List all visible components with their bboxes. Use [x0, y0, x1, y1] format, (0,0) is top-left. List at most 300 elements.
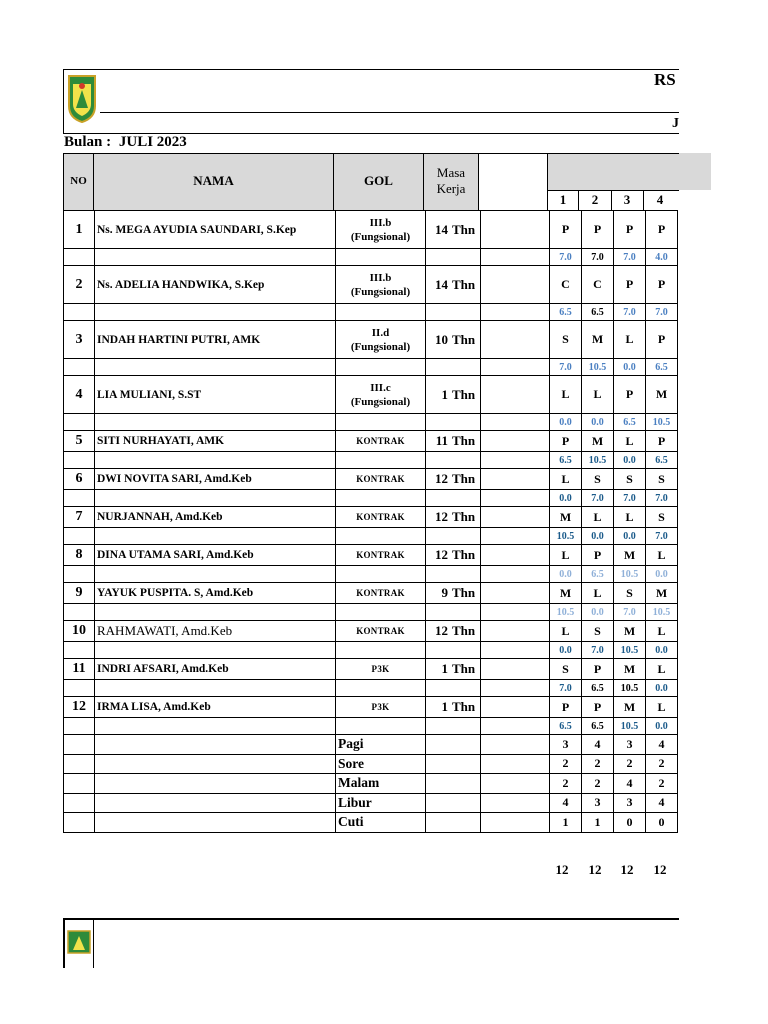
blank-cell [426, 793, 481, 813]
shift-hours: 7.0 [614, 249, 646, 266]
shift-hours: 6.5 [582, 304, 614, 321]
total-day-1: 12 [555, 862, 569, 877]
shift-code: L [550, 469, 582, 490]
shift-code: M [582, 431, 614, 452]
shift-code: P [614, 266, 646, 304]
gol-line2: (Fungsional) [350, 395, 411, 408]
shift-hours: 0.0 [550, 414, 582, 431]
shift-code: P [550, 211, 582, 249]
blank-cell [64, 774, 95, 794]
blank-cell [481, 507, 550, 528]
col-header-nama: NAMA [193, 173, 234, 188]
staff-name: INDRI AFSARI, Amd.Keb [95, 659, 336, 680]
shift-hours: 0.0 [582, 604, 614, 621]
shift-code: L [582, 507, 614, 528]
gol-line1: KONTRAK [356, 474, 405, 484]
staff-name: Ns. ADELIA HANDWIKA, S.Kep [95, 266, 336, 304]
masa-kerja-unit: Thn [452, 623, 476, 638]
shift-code: P [646, 431, 678, 452]
blank-cell [481, 680, 550, 697]
col-header-gol: GOL [364, 173, 393, 188]
masa-kerja-years: 12 [435, 471, 448, 486]
blank-cell [95, 793, 336, 813]
month-label [64, 134, 187, 151]
blank-cell [95, 490, 336, 507]
blank-cell [481, 718, 550, 735]
shift-hours: 7.0 [646, 304, 678, 321]
staff-gol [336, 545, 426, 566]
shift-hours: 7.0 [614, 304, 646, 321]
shift-hours: 6.5 [582, 718, 614, 735]
title-fragment: J [672, 116, 679, 131]
blank-cell [64, 490, 95, 507]
blank-cell [481, 583, 550, 604]
staff-hours-row [64, 359, 678, 376]
blank-cell [95, 642, 336, 659]
blank-cell [336, 566, 426, 583]
staff-gol [336, 469, 426, 490]
blank-cell [336, 718, 426, 735]
shift-hours: 0.0 [646, 566, 678, 583]
shift-hours: 10.5 [646, 414, 678, 431]
masa-kerja-unit: Thn [452, 509, 476, 524]
masa-kerja-unit: Thn [452, 276, 476, 292]
shift-code: L [646, 621, 678, 642]
blank-cell [481, 735, 550, 755]
staff-name: NURJANNAH, Amd.Keb [95, 507, 336, 528]
blank-cell [95, 754, 336, 774]
shift-hours: 4.0 [646, 249, 678, 266]
staff-gol [336, 321, 426, 359]
summary-row [64, 735, 678, 755]
staff-row [64, 659, 678, 680]
shift-code: S [646, 507, 678, 528]
shift-code: P [550, 431, 582, 452]
staff-hours-row [64, 528, 678, 545]
shift-code: L [646, 659, 678, 680]
blank-cell [95, 604, 336, 621]
staff-hours-row [64, 604, 678, 621]
shift-code: P [582, 545, 614, 566]
shift-code: C [582, 266, 614, 304]
staff-no: 6 [64, 469, 95, 490]
col-header-no: NO [70, 175, 87, 187]
blank-cell [481, 545, 550, 566]
shift-code: M [614, 545, 646, 566]
shift-code: M [646, 376, 678, 414]
hospital-logo [67, 72, 97, 124]
shift-hours: 0.0 [550, 490, 582, 507]
summary-row [64, 813, 678, 833]
month-value: JULI 2023 [118, 134, 187, 150]
masa-kerja-unit: Thn [452, 547, 476, 562]
shift-hours: 10.5 [550, 528, 582, 545]
staff-no: 11 [64, 659, 95, 680]
staff-no: 9 [64, 583, 95, 604]
blank-cell [336, 490, 426, 507]
summary-count: 2 [582, 754, 614, 774]
shift-code: L [614, 431, 646, 452]
staff-hours-row [64, 249, 678, 266]
summary-count: 3 [582, 793, 614, 813]
blank-cell [481, 659, 550, 680]
shift-hours: 10.5 [582, 359, 614, 376]
blank-cell [95, 735, 336, 755]
shift-hours: 7.0 [550, 359, 582, 376]
blank-cell [426, 414, 481, 431]
blank-cell [95, 414, 336, 431]
blank-cell [481, 813, 550, 833]
shift-hours: 7.0 [582, 249, 614, 266]
blank-cell [64, 680, 95, 697]
blank-cell [64, 718, 95, 735]
blank-cell [426, 642, 481, 659]
gol-line1: III.c [370, 381, 391, 394]
blank-cell [481, 266, 550, 304]
summary-label: Pagi [336, 735, 426, 755]
blank-cell [481, 697, 550, 718]
summary-count: 4 [646, 735, 678, 755]
staff-row [64, 266, 678, 304]
blank-cell [95, 249, 336, 266]
blank-cell [336, 414, 426, 431]
blank-cell [481, 431, 550, 452]
shift-code: M [614, 697, 646, 718]
summary-count: 3 [614, 793, 646, 813]
blank-cell [95, 452, 336, 469]
blank-cell [426, 249, 481, 266]
blank-cell [426, 735, 481, 755]
summary-count: 2 [582, 774, 614, 794]
staff-masa-kerja [426, 697, 481, 718]
summary-label: Sore [336, 754, 426, 774]
staff-name: Ns. MEGA AYUDIA SAUNDARI, S.Kep [95, 211, 336, 249]
summary-row [64, 774, 678, 794]
shift-hours: 6.5 [550, 304, 582, 321]
masa-kerja-years: 1 [441, 386, 448, 402]
summary-row [64, 754, 678, 774]
blank-cell [481, 621, 550, 642]
shift-hours: 6.5 [550, 718, 582, 735]
shift-code: P [614, 211, 646, 249]
shift-hours: 0.0 [582, 528, 614, 545]
masa-kerja-years: 11 [435, 433, 448, 448]
shift-hours: 6.5 [582, 680, 614, 697]
blank-cell [481, 754, 550, 774]
blank-cell [64, 414, 95, 431]
masa-kerja-unit: Thn [452, 699, 476, 714]
col-header-masa-kerja [424, 165, 478, 197]
staff-hours-row [64, 718, 678, 735]
masa-kerja-unit: Thn [452, 471, 476, 486]
blank-cell [64, 566, 95, 583]
blank-cell [95, 718, 336, 735]
summary-label: Malam [336, 774, 426, 794]
shift-code: S [614, 469, 646, 490]
blank-cell [481, 469, 550, 490]
blank-cell [95, 304, 336, 321]
masa-kerja-years: 12 [435, 623, 448, 638]
shift-hours: 7.0 [550, 249, 582, 266]
shift-hours: 7.0 [614, 604, 646, 621]
gol-line2: (Fungsional) [350, 230, 411, 243]
hospital-logo-footer [67, 930, 91, 954]
staff-masa-kerja [426, 376, 481, 414]
staff-gol [336, 376, 426, 414]
shift-code: M [550, 507, 582, 528]
shift-hours: 10.5 [582, 452, 614, 469]
blank-cell [426, 566, 481, 583]
staff-no: 5 [64, 431, 95, 452]
staff-no: 12 [64, 697, 95, 718]
blank-cell [481, 793, 550, 813]
shift-hours: 0.0 [646, 718, 678, 735]
summary-count: 4 [582, 735, 614, 755]
summary-label: Libur [336, 793, 426, 813]
summary-count: 4 [646, 793, 678, 813]
shift-code: M [614, 621, 646, 642]
shift-hours: 10.5 [614, 680, 646, 697]
staff-gol [336, 266, 426, 304]
staff-name: RAHMAWATI, Amd.Keb [95, 621, 336, 642]
staff-row [64, 431, 678, 452]
blank-cell [426, 680, 481, 697]
blank-cell [336, 249, 426, 266]
staff-row [64, 583, 678, 604]
staff-no: 4 [64, 376, 95, 414]
staff-name: INDAH HARTINI PUTRI, AMK [95, 321, 336, 359]
masa-kerja-years: 9 [441, 585, 448, 600]
shift-hours: 0.0 [582, 414, 614, 431]
staff-hours-row [64, 642, 678, 659]
blank-cell [426, 304, 481, 321]
masa-kerja-unit: Thn [452, 386, 476, 402]
staff-hours-row [64, 566, 678, 583]
shift-hours: 6.5 [646, 452, 678, 469]
blank-cell [64, 813, 95, 833]
blank-cell [426, 813, 481, 833]
shift-code: P [646, 211, 678, 249]
shift-code: M [614, 659, 646, 680]
blank-cell [426, 774, 481, 794]
masa-kerja-unit: Thn [452, 331, 476, 347]
summary-count: 1 [550, 813, 582, 833]
blank-cell [336, 304, 426, 321]
total-day-2: 12 [588, 862, 602, 877]
gol-line1: II.d [371, 326, 390, 339]
shift-code: L [646, 697, 678, 718]
gol-line1: KONTRAK [356, 436, 405, 446]
shift-code: L [614, 321, 646, 359]
blank-cell [481, 211, 550, 249]
blank-cell [64, 528, 95, 545]
shift-hours: 0.0 [614, 359, 646, 376]
day-header-band [547, 153, 711, 190]
staff-hours-row [64, 452, 678, 469]
shift-code: P [646, 321, 678, 359]
staff-masa-kerja [426, 583, 481, 604]
shift-hours: 10.5 [614, 642, 646, 659]
gol-line1: III.b [369, 216, 392, 229]
shift-hours: 6.5 [646, 359, 678, 376]
blank-cell [426, 490, 481, 507]
summary-count: 4 [614, 774, 646, 794]
shift-code: S [646, 469, 678, 490]
staff-hours-row [64, 414, 678, 431]
blank-cell [95, 566, 336, 583]
staff-name: SITI NURHAYATI, AMK [95, 431, 336, 452]
blank-cell [64, 452, 95, 469]
staff-hours-row [64, 680, 678, 697]
blank-cell [95, 774, 336, 794]
shift-code: S [614, 583, 646, 604]
staff-masa-kerja [426, 507, 481, 528]
gol-line2: (Fungsional) [350, 340, 411, 353]
total-day-3: 12 [620, 862, 634, 877]
blank-cell [336, 642, 426, 659]
staff-row [64, 376, 678, 414]
blank-cell [481, 359, 550, 376]
masa-kerja-years: 12 [435, 547, 448, 562]
shift-hours: 0.0 [614, 528, 646, 545]
shift-code: L [550, 545, 582, 566]
staff-hours-row [64, 490, 678, 507]
blank-cell [95, 813, 336, 833]
summary-count: 2 [550, 774, 582, 794]
shift-code: M [582, 321, 614, 359]
gol-line1: KONTRAK [356, 626, 405, 636]
blank-cell [64, 793, 95, 813]
blank-cell [64, 604, 95, 621]
staff-gol [336, 583, 426, 604]
staff-masa-kerja [426, 266, 481, 304]
masa-kerja-years: 14 [435, 276, 448, 292]
staff-masa-kerja [426, 321, 481, 359]
day-header-2: 2 [591, 192, 599, 207]
blank-cell [64, 754, 95, 774]
gol-line1: KONTRAK [356, 550, 405, 560]
blank-cell [481, 490, 550, 507]
staff-row [64, 697, 678, 718]
summary-count: 3 [550, 735, 582, 755]
masa-kerja-unit: Thn [452, 433, 476, 448]
staff-gol [336, 697, 426, 718]
staff-row [64, 321, 678, 359]
masa-kerja-years: 1 [441, 699, 448, 714]
blank-cell [481, 774, 550, 794]
staff-name: IRMA LISA, Amd.Keb [95, 697, 336, 718]
blank-cell [64, 359, 95, 376]
shift-code: P [550, 697, 582, 718]
shift-hours: 6.5 [614, 414, 646, 431]
masa-kerja-years: 12 [435, 509, 448, 524]
blank-cell [481, 528, 550, 545]
staff-masa-kerja [426, 659, 481, 680]
shift-hours: 0.0 [550, 642, 582, 659]
blank-cell [481, 414, 550, 431]
summary-count: 2 [646, 754, 678, 774]
staff-masa-kerja [426, 431, 481, 452]
shift-code: P [614, 376, 646, 414]
gol-line2: (Fungsional) [350, 285, 411, 298]
blank-cell [481, 642, 550, 659]
shift-hours: 10.5 [614, 566, 646, 583]
staff-row [64, 211, 678, 249]
staff-no: 3 [64, 321, 95, 359]
shift-hours: 0.0 [550, 566, 582, 583]
summary-row [64, 793, 678, 813]
summary-count: 0 [646, 813, 678, 833]
shift-code: M [550, 583, 582, 604]
masa-kerja-years: 1 [441, 661, 448, 676]
blank-cell [336, 528, 426, 545]
shift-code: L [582, 376, 614, 414]
gol-line1: III.b [369, 271, 392, 284]
shift-code: L [550, 376, 582, 414]
blank-cell [481, 566, 550, 583]
shift-code: P [646, 266, 678, 304]
blank-cell [426, 359, 481, 376]
blank-cell [481, 321, 550, 359]
blank-cell [481, 452, 550, 469]
summary-count: 2 [550, 754, 582, 774]
shift-hours: 7.0 [614, 490, 646, 507]
shift-hours: 7.0 [582, 490, 614, 507]
staff-masa-kerja [426, 621, 481, 642]
masa-kerja-years: 14 [435, 221, 448, 237]
shift-hours: 6.5 [550, 452, 582, 469]
masa-kerja-line1: Masa [436, 165, 466, 180]
staff-name: DINA UTAMA SARI, Amd.Keb [95, 545, 336, 566]
blank-cell [336, 604, 426, 621]
blank-cell [336, 359, 426, 376]
day-header-3: 3 [623, 192, 631, 207]
summary-count: 4 [550, 793, 582, 813]
summary-count: 2 [614, 754, 646, 774]
blank-cell [64, 642, 95, 659]
gol-line1: KONTRAK [356, 512, 405, 522]
shift-hours: 0.0 [646, 642, 678, 659]
shift-hours: 7.0 [646, 528, 678, 545]
summary-label: Cuti [336, 813, 426, 833]
staff-row [64, 545, 678, 566]
masa-kerja-unit: Thn [452, 221, 476, 237]
blank-cell [336, 680, 426, 697]
day-header-1: 1 [559, 192, 567, 207]
staff-row [64, 507, 678, 528]
summary-count: 1 [582, 813, 614, 833]
shift-hours: 7.0 [646, 490, 678, 507]
summary-count: 2 [646, 774, 678, 794]
shift-code: M [646, 583, 678, 604]
day-header-4: 4 [656, 192, 664, 207]
shift-hours: 0.0 [614, 452, 646, 469]
blank-cell [64, 304, 95, 321]
blank-cell [426, 452, 481, 469]
staff-row [64, 621, 678, 642]
blank-cell [426, 754, 481, 774]
shift-code: P [582, 211, 614, 249]
shift-hours: 10.5 [646, 604, 678, 621]
staff-gol [336, 507, 426, 528]
shift-hours: 6.5 [582, 566, 614, 583]
blank-cell [64, 735, 95, 755]
staff-name: DWI NOVITA SARI, Amd.Keb [95, 469, 336, 490]
blank-cell [95, 528, 336, 545]
blank-cell [336, 452, 426, 469]
staff-no: 7 [64, 507, 95, 528]
masa-kerja-unit: Thn [452, 661, 476, 676]
